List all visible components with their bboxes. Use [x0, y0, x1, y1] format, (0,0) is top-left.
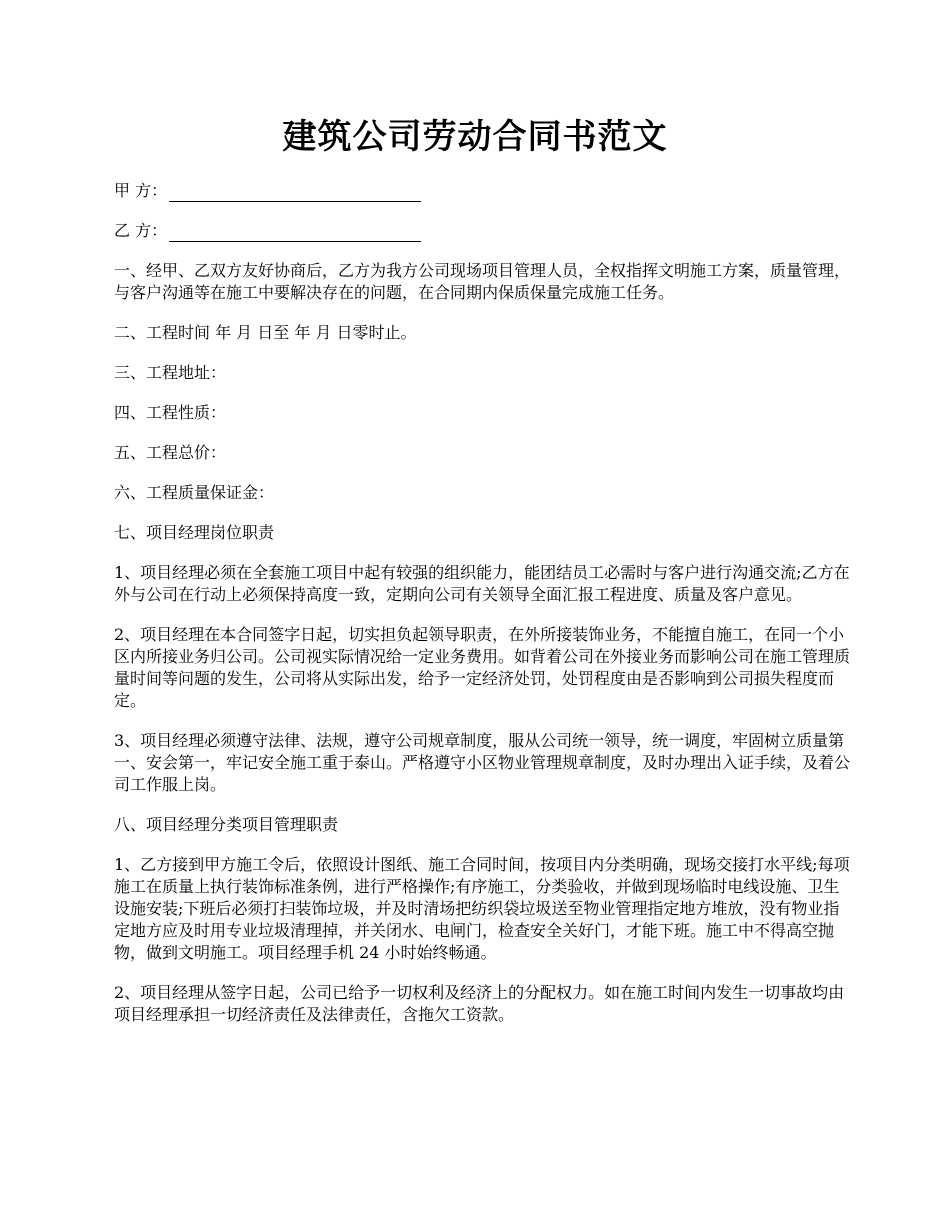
- paragraph-management-1: 1、乙方接到甲方施工令后，依照设计图纸、施工合同时间，按项目内分类明确，现场交接打水平线;每项施工在质量上执行装饰标准条例，进行严格操作;有序施工，分类验收，并做到现场临时电线设施、卫生设施安装;下班后必须打扫装饰垃圾，并及时清场把纺织袋垃圾送至物业管理指定地方堆放，没有物业指定地方应及时用专业垃圾清理掉，并关闭水、电闸门，检查安全关好门，才能下班。施工中不得高空抛物，做到文明施工。项目经理手机 24 小时始终畅通。: [114, 855, 850, 962]
- party-b-label: 乙 方：: [114, 221, 168, 240]
- party-a-blank: [169, 186, 421, 202]
- paragraph-quality-deposit: 六、工程质量保证金：: [114, 483, 275, 502]
- document-title: 建筑公司劳动合同书范文: [282, 117, 668, 157]
- paragraph-project-nature: 四、工程性质：: [114, 403, 227, 422]
- paragraph-duty-1: 1、项目经理必须在全套施工项目中起有较强的组织能力，能团结员工必需时与客户进行沟通交流;乙方在外与公司在行动上必须保持高度一致，定期向公司有关领导全面汇报工程进度、质量及客户意见。: [114, 563, 850, 604]
- paragraph-intro: 一、经甲、乙双方友好协商后，乙方为我方公司现场项目管理人员，全权指挥文明施工方案，质量管理，与客户沟通等在施工中要解决存在的问题，在合同期内保质保量完成施工任务。: [114, 261, 851, 302]
- party-a-label: 甲 方：: [114, 181, 168, 200]
- paragraph-project-time: 二、工程时间 年 月 日至 年 月 日零时止。: [114, 323, 417, 342]
- paragraph-project-address: 三、工程地址：: [114, 363, 227, 382]
- section-heading-duties: 七、项目经理岗位职责: [114, 523, 275, 542]
- paragraph-duty-2: 2、项目经理在本合同签字日起，切实担负起领导职责，在外所接装饰业务，不能擅自施工，在同一个小区内所接业务归公司。公司视实际情况给一定业务费用。如背着公司在外接业务而影响公司在施工管理质量时间等问题的发生，公司将从实际出发，给予一定经济处罚，处罚程度由是否影响到公司损失程度而定。: [114, 625, 851, 710]
- party-b-line: [114, 220, 854, 242]
- party-a-line: [114, 180, 854, 202]
- paragraph-duty-3: 3、项目经理必须遵守法律、法规，遵守公司规章制度，服从公司统一领导，统一调度，牢固树立质量第一、安会第一，牢记安全施工重于泰山。严格遵守小区物业管理规章制度，及时办理出入证手续，及着公司工作服上岗。: [114, 731, 851, 794]
- paragraph-project-total-price: 五、工程总价：: [114, 443, 227, 462]
- section-heading-management: 八、项目经理分类项目管理职责: [114, 815, 339, 834]
- paragraph-management-2: 2、项目经理从签字日起，公司已给予一切权利及经济上的分配权力。如在施工时间内发生一切事故均由项目经理承担一切经济责任及法律责任，含拖欠工资款。: [114, 983, 845, 1024]
- document-body: [114, 180, 854, 1044]
- party-b-blank: [169, 226, 421, 242]
